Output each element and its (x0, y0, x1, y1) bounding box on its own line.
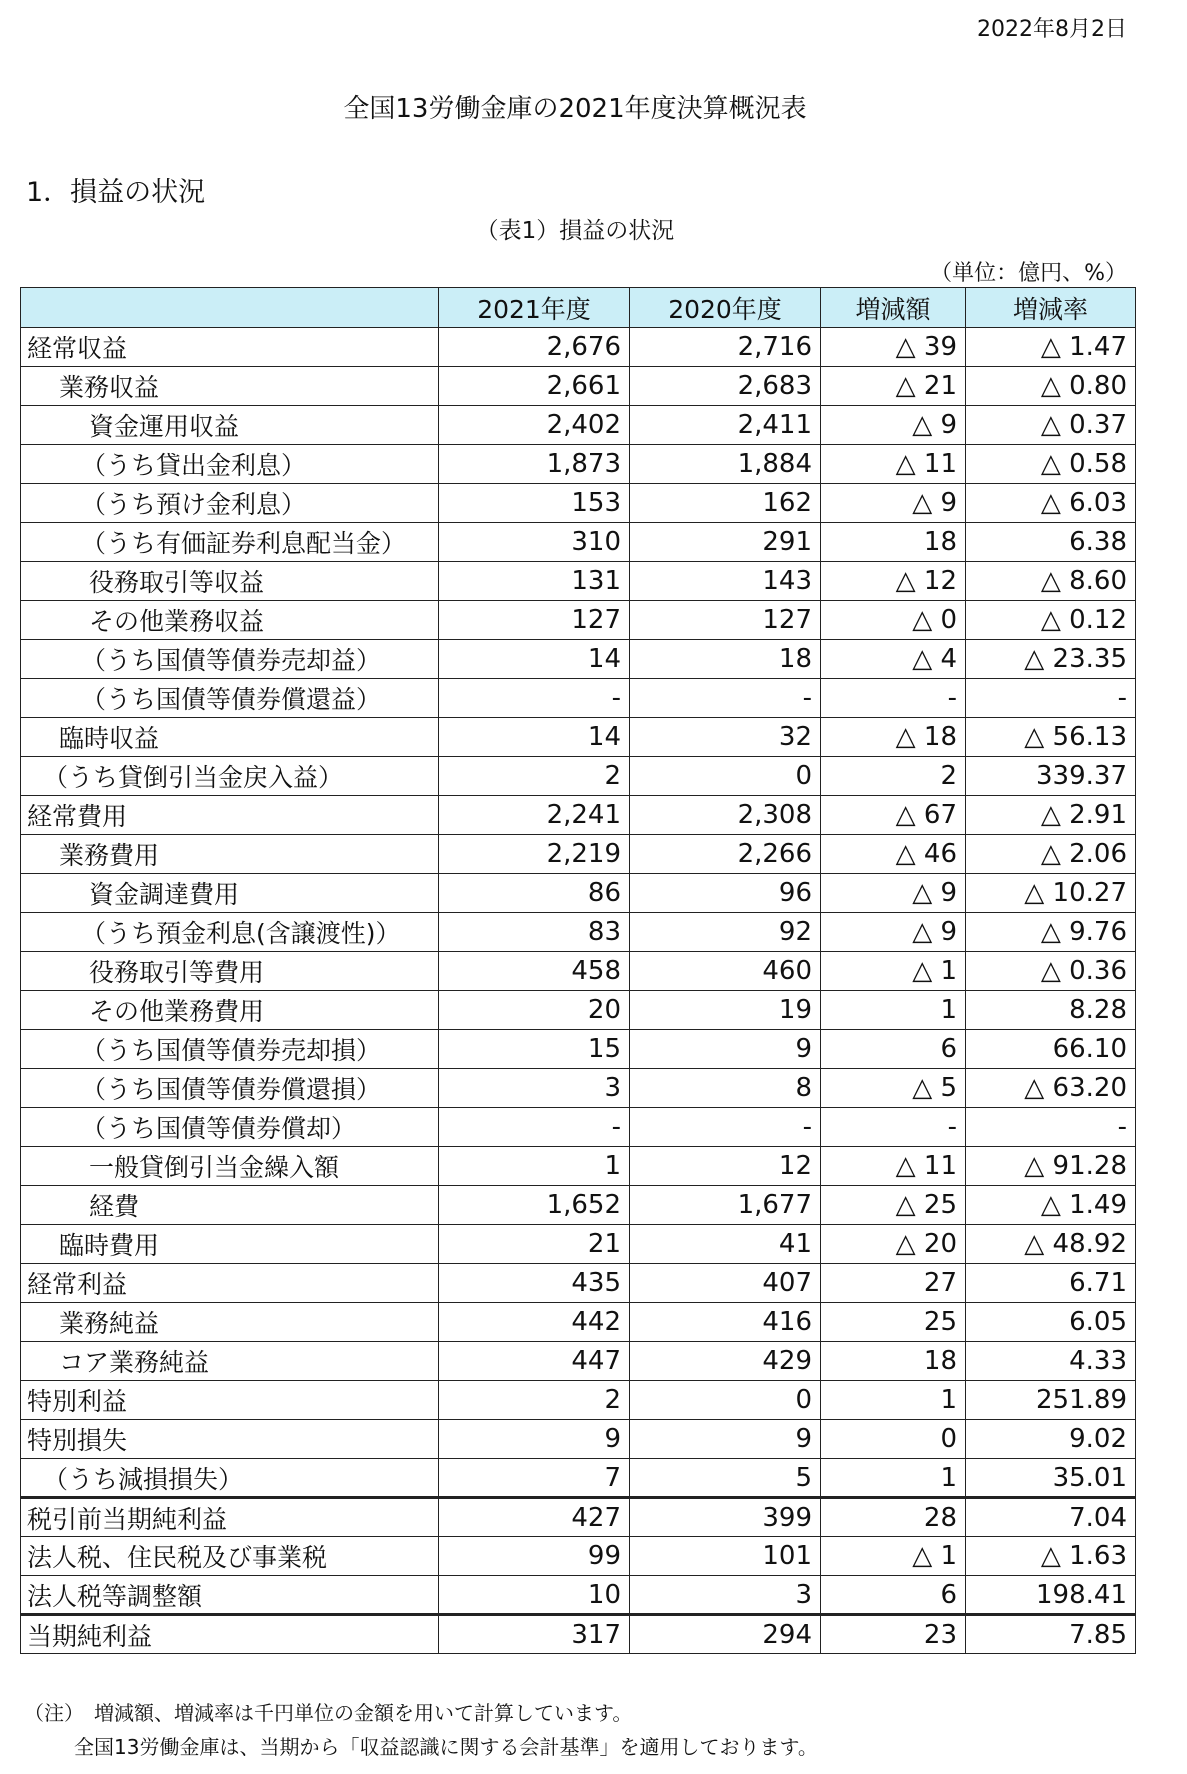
value-fy2020: 2,411 (630, 406, 821, 445)
value-fy2020: 41 (630, 1225, 821, 1264)
value-fy2021: 2 (439, 757, 630, 796)
value-fy2020: 416 (630, 1303, 821, 1342)
section-heading: 1．損益の状況 (26, 177, 206, 208)
value-change-rate: - (966, 1108, 1136, 1147)
value-fy2020: - (630, 679, 821, 718)
value-fy2020: 399 (630, 1498, 821, 1537)
row-label: 業務純益 (21, 1303, 439, 1342)
table-row (21, 1069, 1136, 1108)
value-change-amount: △ 20 (821, 1225, 966, 1264)
row-label: 役務取引等収益 (21, 562, 439, 601)
row-label: 臨時費用 (21, 1225, 439, 1264)
row-label: 経常費用 (21, 796, 439, 835)
value-fy2020: 0 (630, 757, 821, 796)
value-change-rate: 6.05 (966, 1303, 1136, 1342)
value-fy2021: 9 (439, 1420, 630, 1459)
value-change-rate: 35.01 (966, 1459, 1136, 1498)
footnote-line-2: 全国13労働金庫は、当期から「収益認識に関する会計基準」を適用しております。 (74, 1735, 818, 1759)
value-change-amount: 28 (821, 1498, 966, 1537)
value-change-rate: 198.41 (966, 1576, 1136, 1615)
header-fy2020: 2020年度 (630, 288, 821, 328)
row-label: 経費 (21, 1186, 439, 1225)
value-change-amount: △ 11 (821, 1147, 966, 1186)
table-row (21, 718, 1136, 757)
value-change-amount: 2 (821, 757, 966, 796)
value-change-amount: △ 9 (821, 406, 966, 445)
value-change-rate: 7.85 (966, 1615, 1136, 1654)
value-change-amount: △ 46 (821, 835, 966, 874)
value-fy2020: 460 (630, 952, 821, 991)
table-row (21, 328, 1136, 367)
row-label: 経常収益 (21, 328, 439, 367)
value-change-amount: 23 (821, 1615, 966, 1654)
value-fy2021: 86 (439, 874, 630, 913)
table-row (21, 484, 1136, 523)
value-fy2021: 127 (439, 601, 630, 640)
value-change-amount: △ 9 (821, 484, 966, 523)
row-label: 業務収益 (21, 367, 439, 406)
table-row (21, 757, 1136, 796)
value-change-rate: △ 56.13 (966, 718, 1136, 757)
value-fy2020: 12 (630, 1147, 821, 1186)
table-row (21, 640, 1136, 679)
value-fy2021: 427 (439, 1498, 630, 1537)
table-row (21, 1264, 1136, 1303)
row-label: 税引前当期純利益 (21, 1498, 439, 1537)
value-fy2020: 101 (630, 1537, 821, 1576)
value-fy2021: 15 (439, 1030, 630, 1069)
row-label: その他業務費用 (21, 991, 439, 1030)
table-row (21, 796, 1136, 835)
value-change-rate: 66.10 (966, 1030, 1136, 1069)
row-label: （うち有価証券利息配当金） (21, 523, 439, 562)
table-row (21, 1108, 1136, 1147)
value-fy2021: 7 (439, 1459, 630, 1498)
header-fy2021: 2021年度 (439, 288, 630, 328)
table-row (21, 1030, 1136, 1069)
table-row (21, 523, 1136, 562)
value-fy2021: 2,676 (439, 328, 630, 367)
value-fy2020: 407 (630, 1264, 821, 1303)
value-change-rate: 6.38 (966, 523, 1136, 562)
table-row (21, 1147, 1136, 1186)
value-fy2021: 20 (439, 991, 630, 1030)
value-change-rate: △ 6.03 (966, 484, 1136, 523)
table-row (21, 1420, 1136, 1459)
value-change-rate: 9.02 (966, 1420, 1136, 1459)
value-fy2020: 127 (630, 601, 821, 640)
value-fy2020: 1,677 (630, 1186, 821, 1225)
value-change-rate: △ 48.92 (966, 1225, 1136, 1264)
table-row (21, 1381, 1136, 1420)
value-change-rate: 339.37 (966, 757, 1136, 796)
table-row (21, 1576, 1136, 1615)
row-label: 役務取引等費用 (21, 952, 439, 991)
value-change-rate: △ 0.36 (966, 952, 1136, 991)
value-fy2021: 83 (439, 913, 630, 952)
header-label-cell (21, 288, 439, 328)
value-fy2020: 2,683 (630, 367, 821, 406)
row-label: （うち預金利息(含譲渡性)） (21, 913, 439, 952)
value-fy2020: 143 (630, 562, 821, 601)
table-row (21, 1459, 1136, 1498)
value-fy2020: 2,308 (630, 796, 821, 835)
value-fy2021: 1,652 (439, 1186, 630, 1225)
value-fy2020: 429 (630, 1342, 821, 1381)
row-label: （うち預け金利息） (21, 484, 439, 523)
row-label: 特別利益 (21, 1381, 439, 1420)
value-fy2021: 435 (439, 1264, 630, 1303)
value-change-amount: △ 5 (821, 1069, 966, 1108)
value-change-amount: - (821, 679, 966, 718)
value-fy2021: 21 (439, 1225, 630, 1264)
value-change-rate: △ 0.37 (966, 406, 1136, 445)
page-title: 全国13労働金庫の2021年度決算概況表 (343, 94, 807, 124)
value-change-rate: △ 8.60 (966, 562, 1136, 601)
table-row (21, 874, 1136, 913)
value-change-amount: △ 4 (821, 640, 966, 679)
value-change-rate: △ 91.28 (966, 1147, 1136, 1186)
value-change-rate: 251.89 (966, 1381, 1136, 1420)
value-fy2021: - (439, 679, 630, 718)
value-change-rate: △ 1.49 (966, 1186, 1136, 1225)
table-row (21, 1186, 1136, 1225)
value-fy2020: 162 (630, 484, 821, 523)
value-change-amount: 1 (821, 1459, 966, 1498)
table-row (21, 406, 1136, 445)
value-fy2020: 32 (630, 718, 821, 757)
value-change-amount: △ 1 (821, 1537, 966, 1576)
table-row (21, 913, 1136, 952)
value-change-rate: △ 63.20 (966, 1069, 1136, 1108)
value-fy2020: 1,884 (630, 445, 821, 484)
value-fy2020: 8 (630, 1069, 821, 1108)
value-change-rate: 4.33 (966, 1342, 1136, 1381)
value-fy2021: 3 (439, 1069, 630, 1108)
value-fy2021: 442 (439, 1303, 630, 1342)
row-label: （うち国債等債券償還損） (21, 1069, 439, 1108)
value-change-rate: 6.71 (966, 1264, 1136, 1303)
value-change-rate: △ 0.80 (966, 367, 1136, 406)
value-fy2020: 9 (630, 1030, 821, 1069)
value-fy2021: 10 (439, 1576, 630, 1615)
row-label: （うち国債等債券売却益） (21, 640, 439, 679)
table-row (21, 367, 1136, 406)
value-fy2020: 0 (630, 1381, 821, 1420)
table-row (21, 1537, 1136, 1576)
value-change-amount: 6 (821, 1576, 966, 1615)
table-body (21, 328, 1136, 1654)
value-fy2020: 9 (630, 1420, 821, 1459)
header-change-amount: 増減額 (821, 288, 966, 328)
table-row (21, 952, 1136, 991)
value-fy2020: 2,266 (630, 835, 821, 874)
value-fy2020: 294 (630, 1615, 821, 1654)
value-fy2021: 2,402 (439, 406, 630, 445)
value-change-rate: 7.04 (966, 1498, 1136, 1537)
table-row (21, 1342, 1136, 1381)
value-change-rate: △ 1.47 (966, 328, 1136, 367)
value-change-amount: 27 (821, 1264, 966, 1303)
footnote (24, 1696, 818, 1764)
value-change-amount: △ 39 (821, 328, 966, 367)
value-fy2021: 153 (439, 484, 630, 523)
row-label: コア業務純益 (21, 1342, 439, 1381)
value-fy2021: 2,661 (439, 367, 630, 406)
value-change-amount: 25 (821, 1303, 966, 1342)
row-label: （うち国債等債券償還益） (21, 679, 439, 718)
value-change-rate: △ 10.27 (966, 874, 1136, 913)
value-fy2021: 14 (439, 718, 630, 757)
row-label: （うち貸出金利息） (21, 445, 439, 484)
table-row (21, 835, 1136, 874)
value-change-amount: 1 (821, 991, 966, 1030)
row-label: 一般貸倒引当金繰入額 (21, 1147, 439, 1186)
value-change-amount: △ 21 (821, 367, 966, 406)
value-fy2021: 1 (439, 1147, 630, 1186)
value-change-rate: △ 0.58 (966, 445, 1136, 484)
value-fy2021: 458 (439, 952, 630, 991)
value-change-amount: △ 11 (821, 445, 966, 484)
value-change-rate: △ 23.35 (966, 640, 1136, 679)
row-label: 資金調達費用 (21, 874, 439, 913)
row-label: （うち国債等債券売却損） (21, 1030, 439, 1069)
value-change-amount: △ 1 (821, 952, 966, 991)
value-change-amount: △ 0 (821, 601, 966, 640)
value-fy2020: 5 (630, 1459, 821, 1498)
table-header-row (21, 288, 1136, 328)
value-fy2021: 99 (439, 1537, 630, 1576)
row-label: （うち国債等債券償却） (21, 1108, 439, 1147)
header-change-rate: 増減率 (966, 288, 1136, 328)
table-row (21, 1498, 1136, 1537)
footnote-line-1: （注） 増減額、増減率は千円単位の金額を用いて計算しています。 (24, 1701, 633, 1725)
value-change-rate: △ 9.76 (966, 913, 1136, 952)
value-fy2021: 317 (439, 1615, 630, 1654)
value-change-amount: 1 (821, 1381, 966, 1420)
table-row (21, 601, 1136, 640)
value-fy2021: 1,873 (439, 445, 630, 484)
value-change-rate: △ 2.91 (966, 796, 1136, 835)
value-fy2021: 131 (439, 562, 630, 601)
value-fy2021: 310 (439, 523, 630, 562)
value-change-rate: △ 2.06 (966, 835, 1136, 874)
value-change-amount: △ 9 (821, 913, 966, 952)
table-row (21, 445, 1136, 484)
row-label: 法人税、住民税及び事業税 (21, 1537, 439, 1576)
row-label: その他業務収益 (21, 601, 439, 640)
table-row (21, 991, 1136, 1030)
value-fy2021: 2,241 (439, 796, 630, 835)
value-fy2021: 14 (439, 640, 630, 679)
value-fy2021: 2 (439, 1381, 630, 1420)
row-label: 法人税等調整額 (21, 1576, 439, 1615)
row-label: 特別損失 (21, 1420, 439, 1459)
value-change-amount: 18 (821, 523, 966, 562)
report-date: 2022年8月2日 (977, 17, 1127, 42)
row-label: 経常利益 (21, 1264, 439, 1303)
unit-note: （単位：億円、%） (930, 261, 1127, 286)
value-change-amount: 0 (821, 1420, 966, 1459)
row-label: （うち減損損失） (21, 1459, 439, 1498)
value-fy2021: - (439, 1108, 630, 1147)
value-fy2020: 96 (630, 874, 821, 913)
value-change-amount: - (821, 1108, 966, 1147)
row-label: 資金運用収益 (21, 406, 439, 445)
value-fy2020: - (630, 1108, 821, 1147)
row-label: 当期純利益 (21, 1615, 439, 1654)
value-fy2021: 2,219 (439, 835, 630, 874)
value-fy2020: 18 (630, 640, 821, 679)
table-row (21, 562, 1136, 601)
value-change-amount: 6 (821, 1030, 966, 1069)
value-change-amount: △ 12 (821, 562, 966, 601)
row-label: （うち貸倒引当金戻入益） (21, 757, 439, 796)
value-change-rate: △ 0.12 (966, 601, 1136, 640)
value-change-amount: △ 9 (821, 874, 966, 913)
row-label: 業務費用 (21, 835, 439, 874)
value-fy2020: 92 (630, 913, 821, 952)
value-change-amount: 18 (821, 1342, 966, 1381)
value-fy2020: 19 (630, 991, 821, 1030)
value-fy2020: 291 (630, 523, 821, 562)
value-change-rate: △ 1.63 (966, 1537, 1136, 1576)
value-change-rate: - (966, 679, 1136, 718)
table-row (21, 1303, 1136, 1342)
table-caption: （表1）損益の状況 (475, 218, 675, 244)
income-statement-table (20, 287, 1136, 1654)
value-fy2020: 3 (630, 1576, 821, 1615)
value-change-amount: △ 25 (821, 1186, 966, 1225)
table-row (21, 1225, 1136, 1264)
row-label: 臨時収益 (21, 718, 439, 757)
value-change-amount: △ 18 (821, 718, 966, 757)
value-change-amount: △ 67 (821, 796, 966, 835)
table-row (21, 1615, 1136, 1654)
value-fy2020: 2,716 (630, 328, 821, 367)
value-fy2021: 447 (439, 1342, 630, 1381)
table-row (21, 679, 1136, 718)
value-change-rate: 8.28 (966, 991, 1136, 1030)
